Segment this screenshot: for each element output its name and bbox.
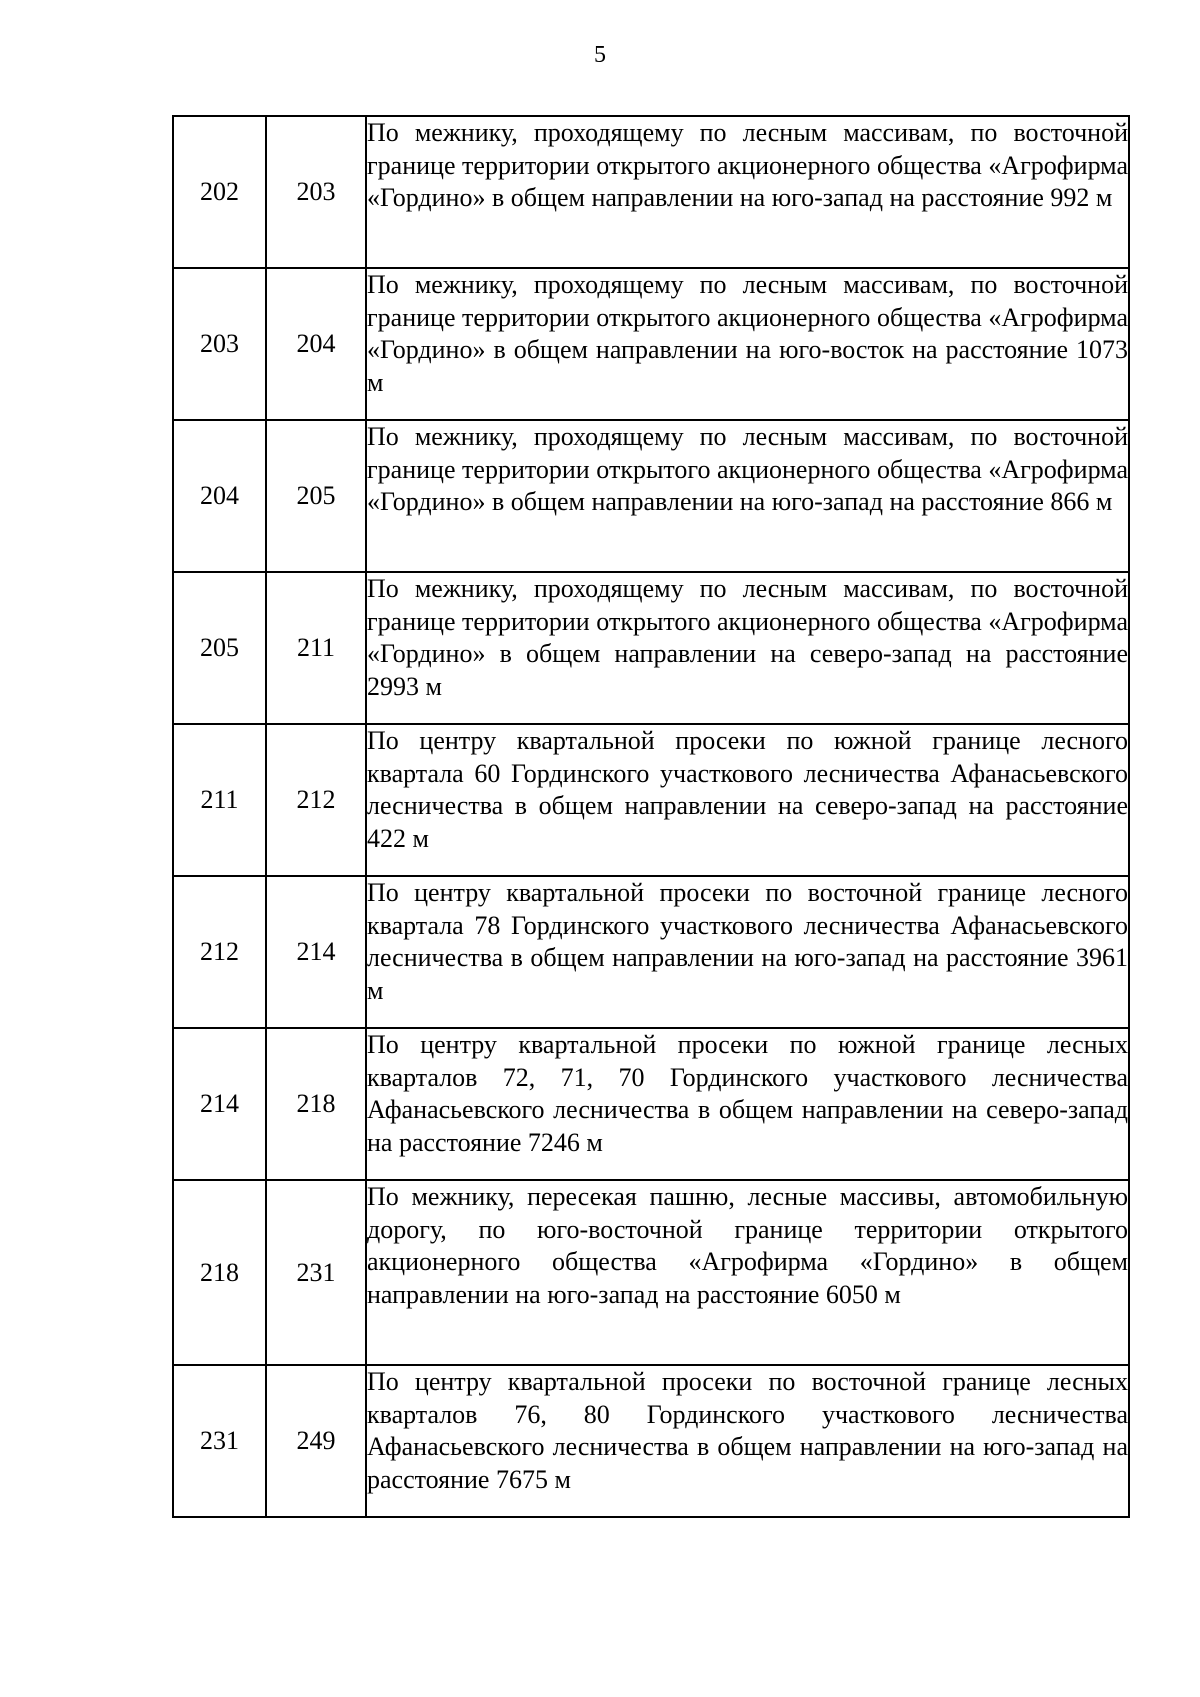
table-row bbox=[173, 876, 1129, 1028]
from-point-cell: 203 bbox=[173, 268, 266, 420]
table-row bbox=[173, 1028, 1129, 1180]
segment-description-cell: По межнику, проходящему по лесным массивам, по восточной границе территории открытого акционерного общества «Агрофирма «Гордино» в общем направлении на северо-запад на расстояние 2993 м bbox=[366, 572, 1129, 724]
from-point-cell: 214 bbox=[173, 1028, 266, 1180]
to-point-cell: 231 bbox=[266, 1180, 366, 1365]
segment-description-cell: По центру квартальной просеки по южной границе лесного квартала 60 Гординского участкового лесничества Афанасьевского лесничества в общем направлении на северо-запад на расстояние 422 м bbox=[366, 724, 1129, 876]
table-row bbox=[173, 1180, 1129, 1365]
table-row bbox=[173, 724, 1129, 876]
from-point-cell: 212 bbox=[173, 876, 266, 1028]
from-point-cell: 202 bbox=[173, 116, 266, 268]
from-point-cell: 218 bbox=[173, 1180, 266, 1365]
segment-description-cell: По межнику, пересекая пашню, лесные массивы, автомобильную дорогу, по юго-восточной границе территории открытого акционерного общества «Агрофирма «Гордино» в общем направлении на юго-запад на расстояние 6050 м bbox=[366, 1180, 1129, 1365]
from-point-cell: 211 bbox=[173, 724, 266, 876]
from-point-cell: 205 bbox=[173, 572, 266, 724]
table-row bbox=[173, 420, 1129, 572]
table-row bbox=[173, 1365, 1129, 1517]
to-point-cell: 203 bbox=[266, 116, 366, 268]
segment-description-cell: По центру квартальной просеки по восточной границе лесного квартала 78 Гординского участкового лесничества Афанасьевского лесничества в общем направлении на юго-запад на расстояние 3961 м bbox=[366, 876, 1129, 1028]
table-row bbox=[173, 268, 1129, 420]
page-number: 5 bbox=[594, 42, 606, 68]
segment-description-cell: По центру квартальной просеки по южной границе лесных кварталов 72, 71, 70 Гординского участкового лесничества Афанасьевского лесничества в общем направлении на северо-запад на расстояние 7246 м bbox=[366, 1028, 1129, 1180]
to-point-cell: 218 bbox=[266, 1028, 366, 1180]
to-point-cell: 214 bbox=[266, 876, 366, 1028]
segment-description-cell: По межнику, проходящему по лесным массивам, по восточной границе территории открытого акционерного общества «Агрофирма «Гордино» в общем направлении на юго-запад на расстояние 866 м bbox=[366, 420, 1129, 572]
segment-description-cell: По межнику, проходящему по лесным массивам, по восточной границе территории открытого акционерного общества «Агрофирма «Гордино» в общем направлении на юго-восток на расстояние 1073 м bbox=[366, 268, 1129, 420]
to-point-cell: 211 bbox=[266, 572, 366, 724]
to-point-cell: 212 bbox=[266, 724, 366, 876]
from-point-cell: 204 bbox=[173, 420, 266, 572]
from-point-cell: 231 bbox=[173, 1365, 266, 1517]
segment-description-cell: По центру квартальной просеки по восточной границе лесных кварталов 76, 80 Гординского участкового лесничества Афанасьевского лесничества в общем направлении на юго-запад на расстояние 7675 м bbox=[366, 1365, 1129, 1517]
table-row bbox=[173, 572, 1129, 724]
boundary-description-table bbox=[172, 115, 1130, 1518]
to-point-cell: 249 bbox=[266, 1365, 366, 1517]
to-point-cell: 204 bbox=[266, 268, 366, 420]
to-point-cell: 205 bbox=[266, 420, 366, 572]
segment-description-cell: По межнику, проходящему по лесным массивам, по восточной границе территории открытого акционерного общества «Агрофирма «Гордино» в общем направлении на юго-запад на расстояние 992 м bbox=[366, 116, 1129, 268]
table-row bbox=[173, 116, 1129, 268]
